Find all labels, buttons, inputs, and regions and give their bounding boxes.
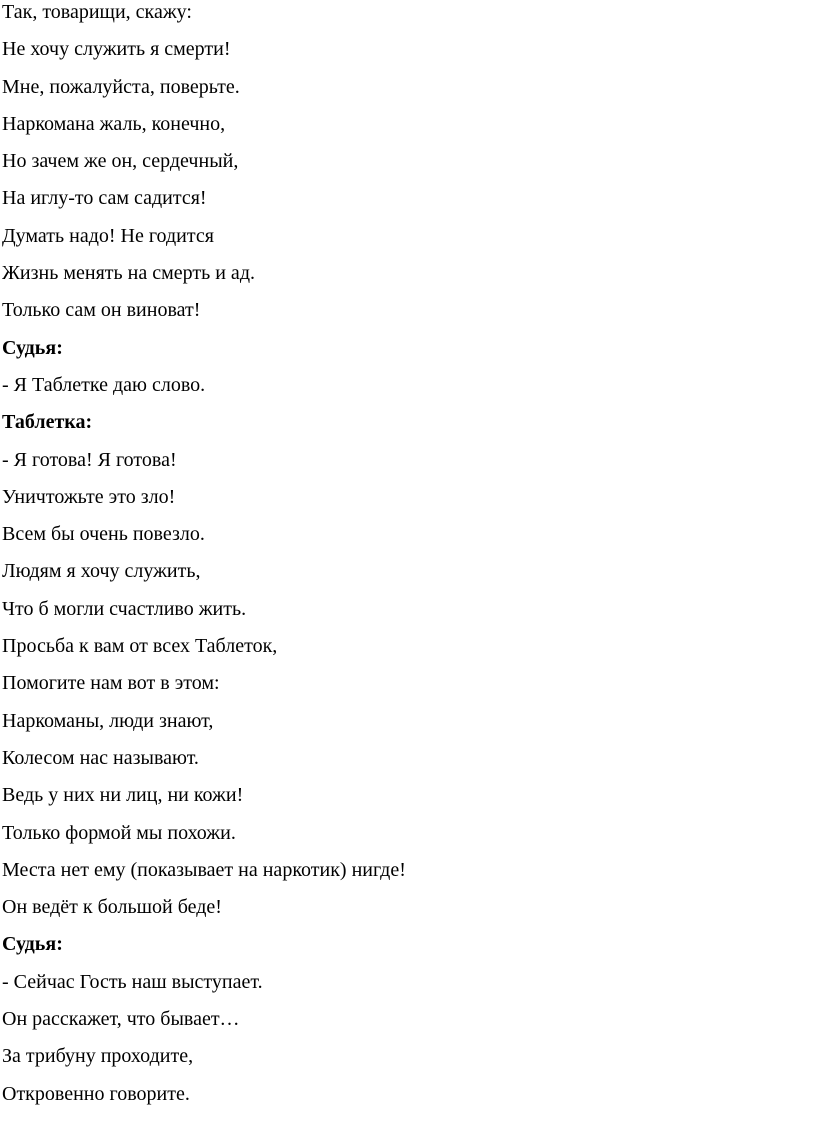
text-line: Откровенно говорите. <box>2 1082 190 1105</box>
text-line: Просьба к вам от всех Таблеток, <box>2 635 278 658</box>
text-line: - Я Таблетке даю слово. <box>2 373 206 396</box>
text-line: Помогите нам вот в этом: <box>2 672 220 695</box>
text-line: Он ведёт к большой беде! <box>2 896 222 919</box>
text-line: Не хочу служить я смерти! <box>2 38 231 61</box>
speaker-label: Таблетка: <box>2 411 93 434</box>
poem-text <box>2 0 406 1119</box>
text-line: Наркомана жаль, конечно, <box>2 112 226 135</box>
text-line: Уничтожьте это зло! <box>2 485 176 508</box>
text-line: За трибуну проходите, <box>2 1045 194 1068</box>
speaker-label: Судья: <box>2 933 63 956</box>
text-line: Только формой мы похожи. <box>2 821 236 844</box>
text-line: Думать надо! Не годится <box>2 224 214 247</box>
text-line: Колесом нас называют. <box>2 746 199 769</box>
speaker-label: Судья: <box>2 336 63 359</box>
text-line: Наркоманы, люди знают, <box>2 709 214 732</box>
text-line: - Сейчас Гость наш выступает. <box>2 970 263 993</box>
text-line: Он расскажет, что бывает… <box>2 1008 240 1031</box>
text-line: Но зачем же он, сердечный, <box>2 150 239 173</box>
text-line: Так, товарищи, скажу: <box>2 1 192 23</box>
text-line: Мне, пожалуйста, поверьте. <box>2 75 240 98</box>
text-line: Всем бы очень повезло. <box>2 523 205 546</box>
text-line: На иглу-то сам садится! <box>2 187 207 210</box>
text-line: Места нет ему (показывает на наркотик) нигде! <box>2 858 406 881</box>
text-line: Жизнь менять на смерть и ад. <box>2 262 255 285</box>
text-line: Ведь у них ни лиц, ни кожи! <box>2 784 244 807</box>
text-line: Людям я хочу служить, <box>2 560 201 583</box>
text-line: - Я готова! Я готова! <box>2 448 177 471</box>
text-line: Что б могли счастливо жить. <box>2 597 247 620</box>
text-line: Только сам он виноват! <box>2 299 201 322</box>
